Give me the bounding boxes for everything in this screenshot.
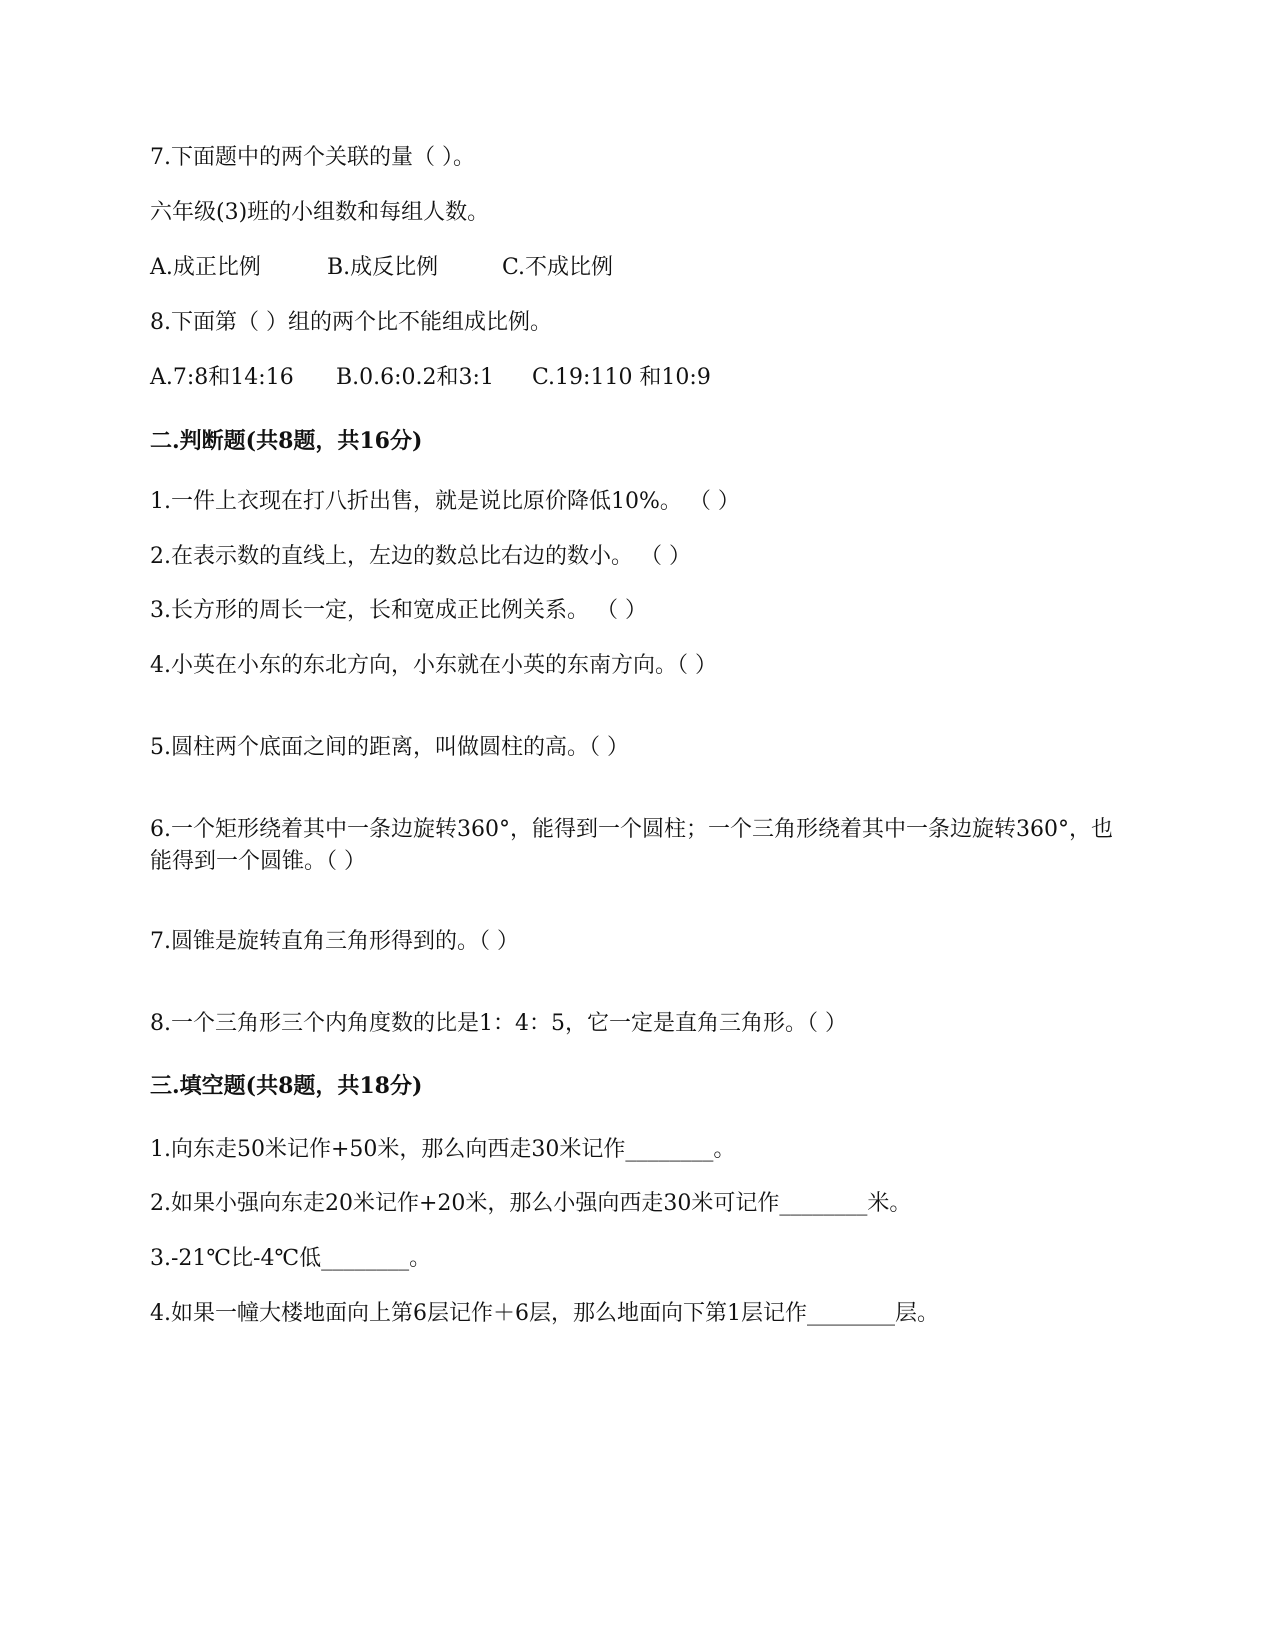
judge-item: 2.在表示数的直线上，左边的数总比右边的数小。 （ ） bbox=[150, 544, 691, 569]
fill-item: 3.-21℃比-4℃低________。 bbox=[150, 1246, 432, 1271]
judge-item: 6.一个矩形绕着其中一条边旋转360°，能得到一个圆柱；一个三角形绕着其中一条边旋转360°，也能得到一个圆锥。（ ） bbox=[150, 817, 1113, 874]
option-c: C.不成比例 bbox=[502, 255, 614, 280]
judge-item: 3.长方形的周长一定，长和宽成正比例关系。 （ ） bbox=[150, 598, 647, 623]
judge-item: 1.一件上衣现在打八折出售，就是说比原价降低10%。 （ ） bbox=[150, 489, 740, 514]
section-heading-judge: 二.判断题(共8题，共16分) bbox=[150, 428, 423, 454]
option-b: B.成反比例 bbox=[327, 255, 439, 280]
option-b: B.0.6:0.2和3:1 bbox=[336, 365, 494, 390]
question-7-options bbox=[150, 253, 1150, 283]
fill-item: 2.如果小强向东走20米记作+20米，那么小强向西走30米可记作________米。 bbox=[150, 1191, 912, 1216]
section-heading-fill: 三.填空题(共8题，共18分) bbox=[150, 1073, 423, 1099]
option-c: C.19:110 和10:9 bbox=[532, 365, 711, 390]
question-8-options bbox=[150, 363, 1150, 393]
judge-item: 4.小英在小东的东北方向，小东就在小英的东南方向。（ ） bbox=[150, 653, 717, 678]
fill-item: 4.如果一幢大楼地面向上第6层记作＋6层，那么地面向下第1层记作________层。 bbox=[150, 1301, 939, 1326]
option-a: A.7:8和14:16 bbox=[150, 365, 294, 390]
judge-item: 7.圆锥是旋转直角三角形得到的。（ ） bbox=[150, 929, 519, 954]
judge-item: 8.一个三角形三个内角度数的比是1：4：5，它一定是直角三角形。（ ） bbox=[150, 1011, 847, 1036]
judge-item: 5.圆柱两个底面之间的距离，叫做圆柱的高。（ ） bbox=[150, 735, 629, 760]
question-7-context: 六年级(3)班的小组数和每组人数。 bbox=[150, 200, 490, 225]
question-8-stem: 8.下面第（ ）组的两个比不能组成比例。 bbox=[150, 310, 552, 335]
question-7-stem: 7.下面题中的两个关联的量（ ）。 bbox=[150, 145, 475, 170]
fill-item: 1.向东走50米记作+50米，那么向西走30米记作________。 bbox=[150, 1137, 736, 1162]
option-a: A.成正比例 bbox=[150, 255, 261, 280]
